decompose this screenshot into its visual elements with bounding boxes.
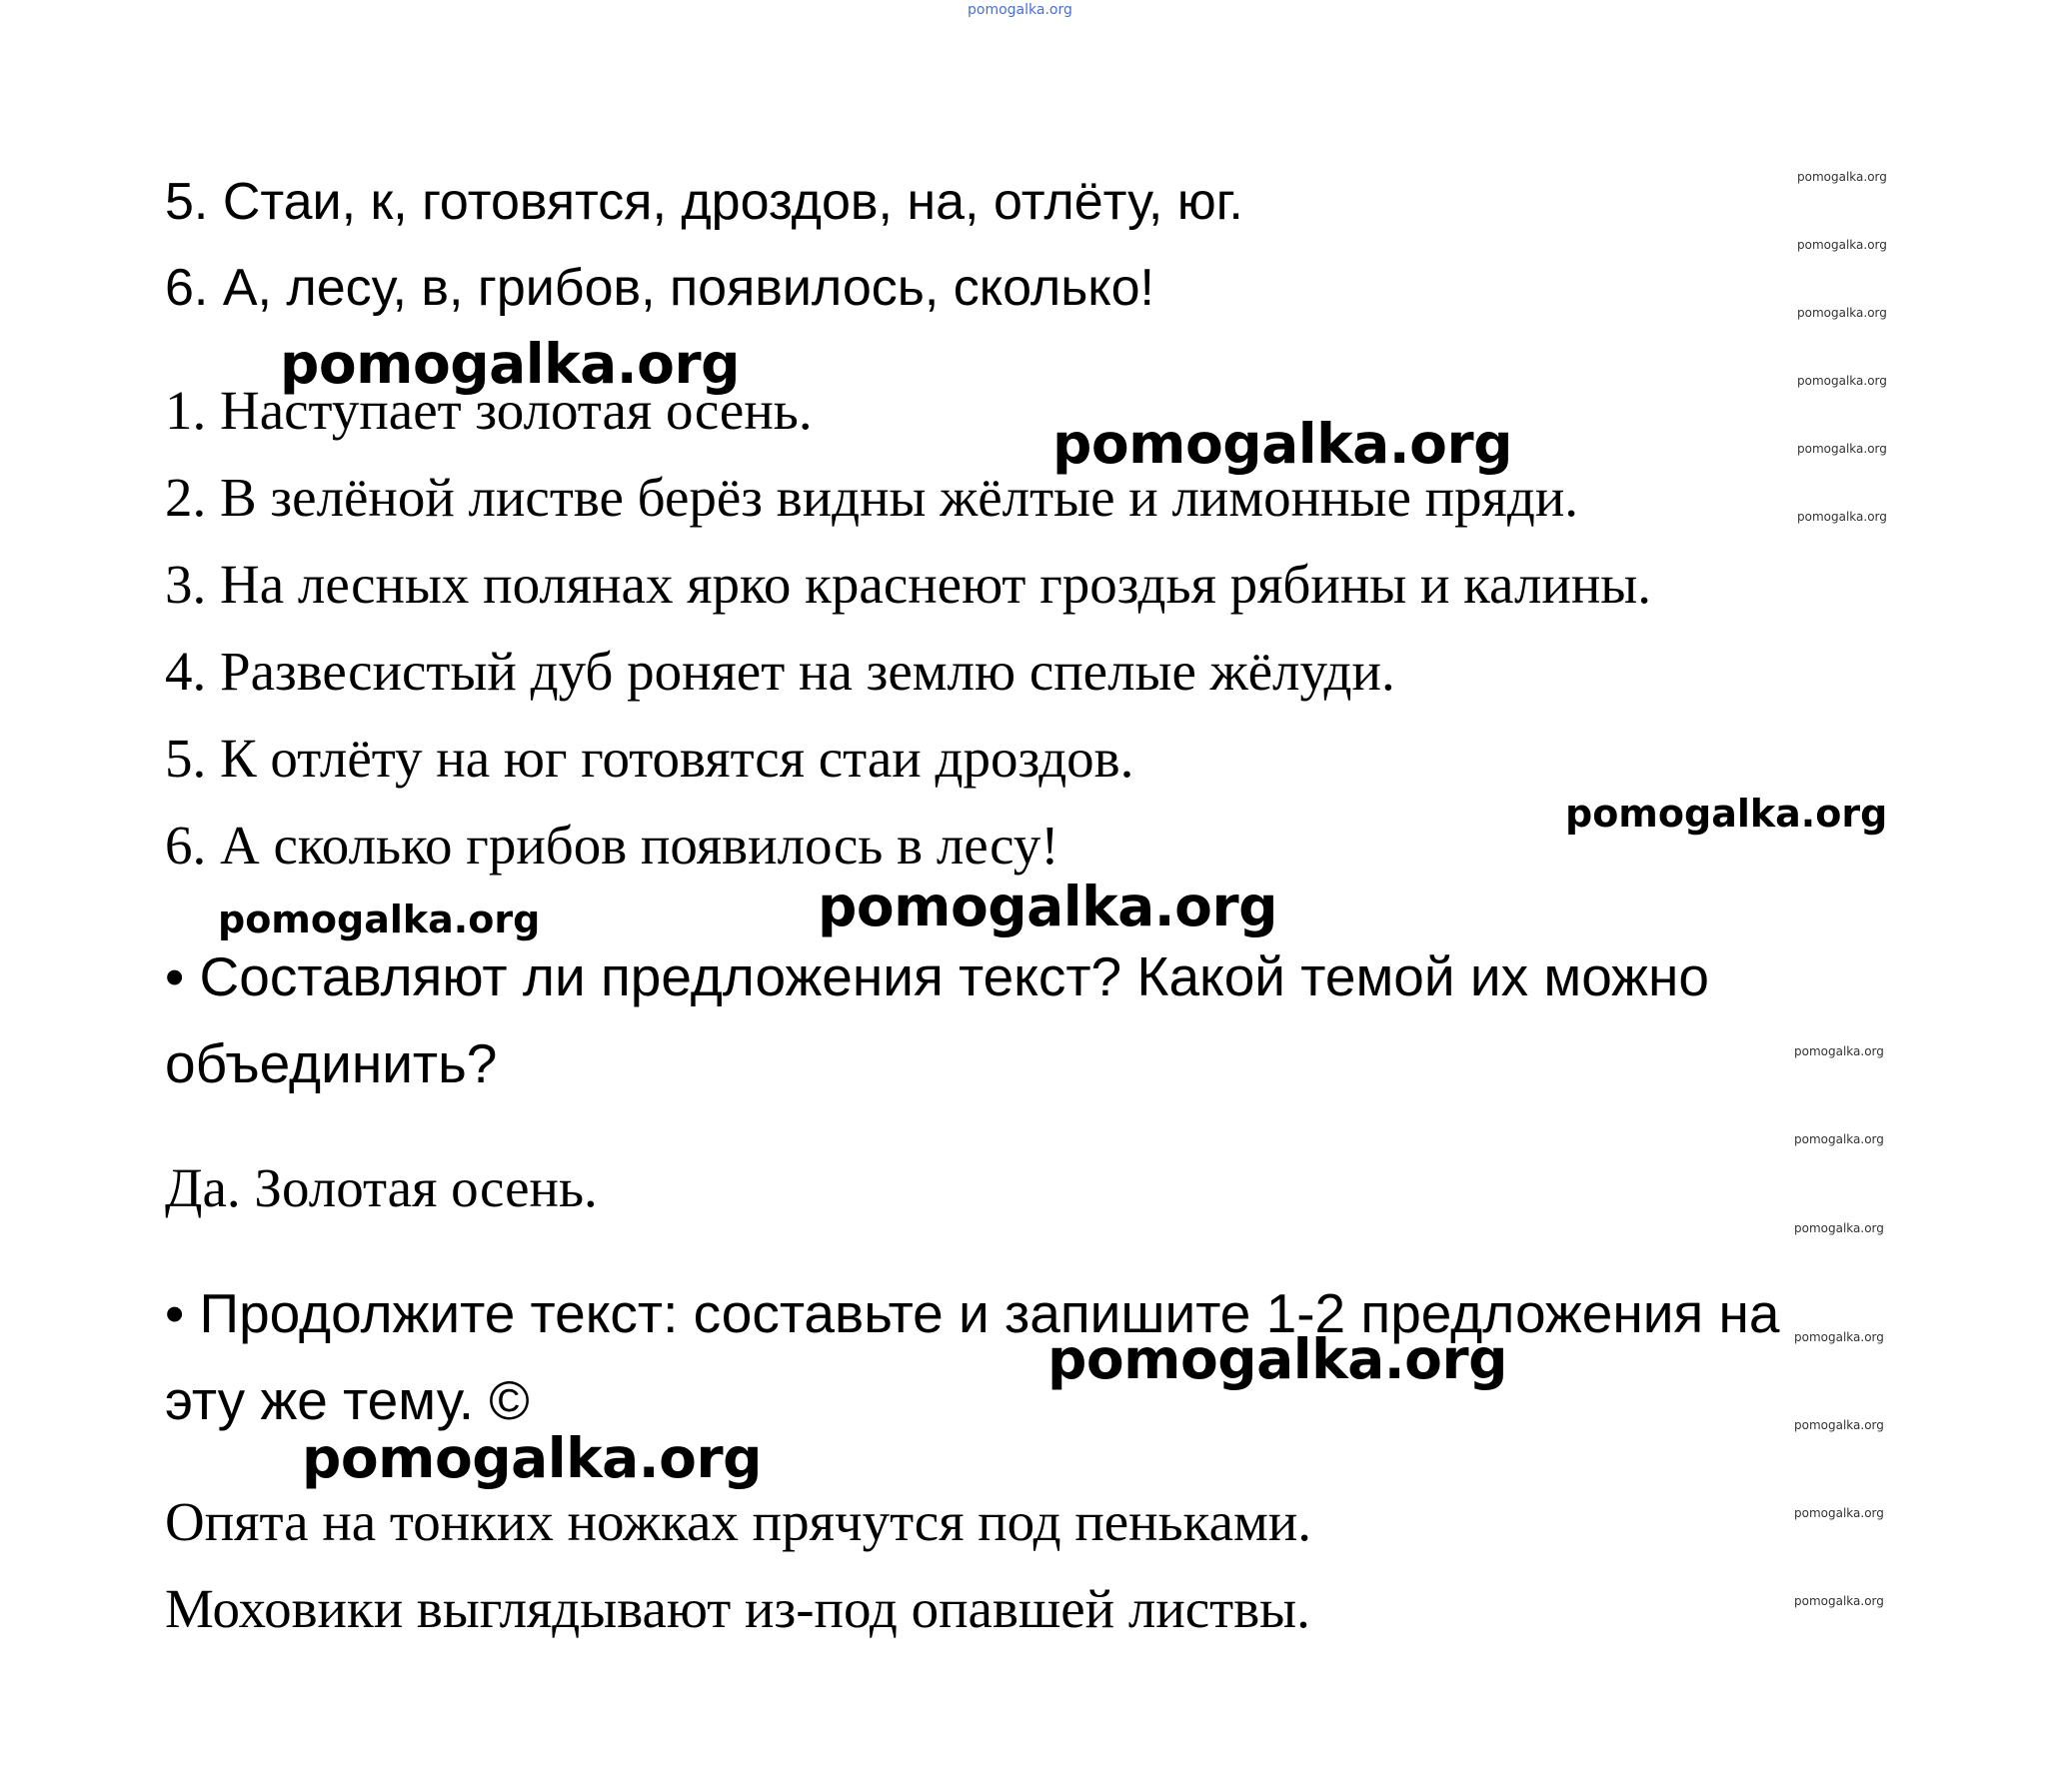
watermark-medium: pomogalka.org (218, 897, 541, 941)
watermark-big: pomogalka.org (1052, 412, 1512, 476)
continuation-line-1: Опята на тонких ножках прячутся под пеньками. (165, 1491, 1311, 1552)
question-2-line-2: эту же тему. © (165, 1369, 530, 1431)
watermark-tiny: pomogalka.org (1797, 306, 1887, 320)
watermark-tiny: pomogalka.org (1794, 1418, 1884, 1432)
watermark-tiny: pomogalka.org (1797, 510, 1887, 524)
answer-line-5: 5. К отлёту на юг готовятся стаи дроздов. (165, 728, 1134, 789)
watermark-tiny: pomogalka.org (1797, 238, 1887, 252)
answer-line-4: 4. Развесистый дуб роняет на землю спелые жёлуди. (165, 641, 1395, 702)
watermark-tiny: pomogalka.org (1797, 170, 1887, 184)
question-2-line-1: • Продолжите текст: составьте и запишите 1-2 предложения на (165, 1282, 1780, 1344)
task-line-6: 6. А, лесу, в, грибов, появилось, сколько! (165, 259, 1155, 317)
answer-line-2: 2. В зелёной листве берёз видны жёлтые и лимонные пряди. (165, 467, 1579, 528)
watermark-tiny: pomogalka.org (1794, 1594, 1884, 1608)
watermark-tiny: pomogalka.org (1797, 374, 1887, 388)
watermark-tiny: pomogalka.org (1794, 1330, 1884, 1344)
watermark-big: pomogalka.org (818, 875, 1277, 938)
task-line-5: 5. Стаи, к, готовятся, дроздов, на, отлёту, юг. (165, 173, 1243, 231)
question-1-line-2: объединить? (165, 1032, 498, 1094)
question-1-line-1: • Составляют ли предложения текст? Какой темой их можно (165, 945, 1709, 1007)
watermark-big: pomogalka.org (280, 332, 740, 396)
watermark-tiny: pomogalka.org (1794, 1506, 1884, 1520)
watermark-medium: pomogalka.org (1565, 792, 1888, 836)
answer-line-6: 6. А сколько грибов появилось в лесу! (165, 815, 1059, 876)
watermark-tiny: pomogalka.org (1794, 1044, 1884, 1058)
watermark-tiny: pomogalka.org (1797, 442, 1887, 456)
site-mark: pomogalka.org (968, 2, 1072, 18)
watermark-big: pomogalka.org (1047, 1327, 1507, 1391)
answer-line-3: 3. На лесных полянах ярко краснеют гроздья рябины и калины. (165, 554, 1651, 615)
continuation-line-2: Моховики выглядывают из-под опавшей листвы. (165, 1578, 1310, 1639)
watermark-tiny: pomogalka.org (1794, 1221, 1884, 1235)
answer-golden-autumn: Да. Золотая осень. (165, 1157, 598, 1218)
answer-line-1: 1. Наступает золотая осень. (165, 380, 813, 441)
watermark-tiny: pomogalka.org (1794, 1132, 1884, 1146)
watermark-big: pomogalka.org (302, 1426, 762, 1490)
